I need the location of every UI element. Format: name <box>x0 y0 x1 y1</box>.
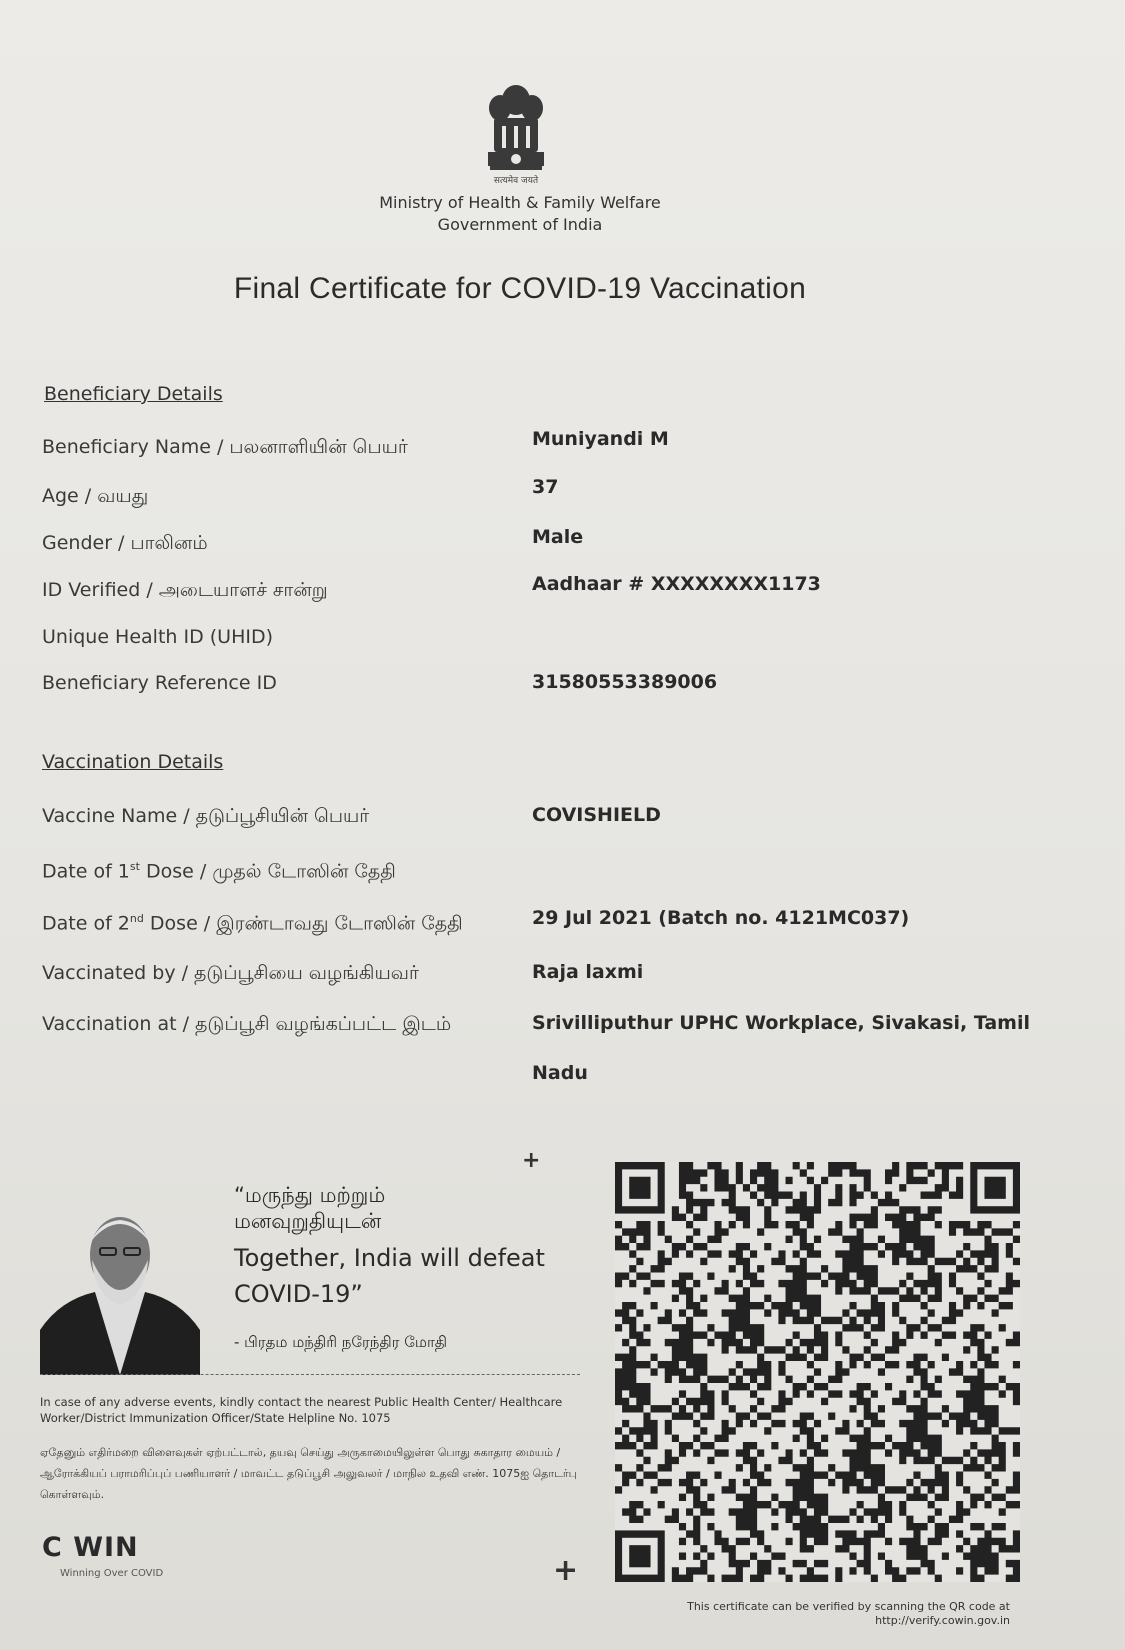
id-verified-row <box>42 573 1082 613</box>
crosshair-mark-icon: + <box>522 1148 541 1173</box>
cowin-tagline: Winning Over COVID <box>60 1568 164 1579</box>
verification-qr-code[interactable] <box>615 1162 1020 1582</box>
beneficiary-reference-value: 31580553389006 <box>532 671 718 693</box>
gender-row <box>42 526 1082 566</box>
age-row <box>42 476 1082 519</box>
national-emblem-icon <box>480 78 552 188</box>
dose1-label: Date of 1st Dose / முதல் டோஸின் தேதி <box>42 860 396 883</box>
vaccine-name-row <box>42 805 1082 839</box>
ministry-name: Ministry of Health & Family Welfare <box>379 193 661 212</box>
vaccination-section-title: Vaccination Details <box>42 751 224 773</box>
vaccinated-by-row <box>42 962 1082 996</box>
beneficiary-name-label: Beneficiary Name / பலனாளியின் பெயர் <box>42 436 408 458</box>
vaccine-name-value: COVISHIELD <box>532 804 661 826</box>
quote-attribution: - பிரதம மந்திரி நரேந்திர மோதி <box>234 1333 448 1351</box>
uhid-row <box>42 626 1082 660</box>
vaccinated-by-label: Vaccinated by / தடுப்பூசியை வழங்கியவர் <box>42 962 419 984</box>
beneficiary-reference-row <box>42 672 1082 706</box>
dose2-value: 29 Jul 2021 (Batch no. 4121MC037) <box>532 907 910 929</box>
dose1-row <box>42 860 1082 894</box>
cowin-logo: C WIN <box>42 1532 139 1563</box>
verify-note: This certificate can be verified by scanning the QR code at http://verify.cowin.gov.in <box>687 1600 1010 1627</box>
vaccinated-at-value: Srivilliputhur UPHC Workplace, Sivakasi, Tamil <box>532 1012 1030 1034</box>
adverse-events-english: In case of any adverse events, kindly contact the nearest Public Health Center/ Healthcare Worker/District Immunization Officer/State Helpline No. 1075 <box>40 1395 563 1425</box>
id-verified-label: ID Verified / அடையாளச் சான்று <box>42 579 328 601</box>
age-label: Age / வயது <box>42 485 149 507</box>
crosshair-mark-icon: + <box>553 1553 579 1588</box>
quote-english: Together, India will defeat COVID-19” <box>234 1244 545 1308</box>
beneficiary-name-value: Muniyandi M <box>532 428 669 450</box>
gender-value: Male <box>532 526 584 548</box>
dose2-label: Date of 2nd Dose / இரண்டாவது டோஸின் தேதி <box>42 912 463 935</box>
ministry-heading <box>330 192 710 236</box>
certificate-title: Final Certificate for COVID-19 Vaccination <box>233 272 807 305</box>
quote-tamil: “மருந்து மற்றும் மனவுறுதியுடன் <box>234 1183 386 1233</box>
vaccinated-at-row <box>42 1013 1082 1047</box>
vaccinated-at-value-cont: Nadu <box>532 1062 588 1084</box>
emblem-motto: सत्यमेव जयते <box>493 176 539 186</box>
age-value: 37 <box>532 476 559 498</box>
dose2-row <box>42 907 1082 946</box>
vaccine-name-label: Vaccine Name / தடுப்பூசியின் பெயர் <box>42 805 370 827</box>
vaccinated-at-label: Vaccination at / தடுப்பூசி வழங்கப்பட்ட இடம் <box>42 1013 452 1035</box>
beneficiary-section-title: Beneficiary Details <box>44 383 223 405</box>
footer-divider <box>40 1374 580 1375</box>
beneficiary-reference-label: Beneficiary Reference ID <box>42 672 277 694</box>
gender-label: Gender / பாலினம் <box>42 532 208 554</box>
beneficiary-name-row <box>42 428 1082 470</box>
id-verified-value: Aadhaar # XXXXXXXX1173 <box>532 573 821 595</box>
vaccinated-by-value: Raja laxmi <box>532 961 644 983</box>
uhid-label: Unique Health ID (UHID) <box>42 626 274 648</box>
adverse-events-tamil: ஏதேனும் எதிர்மறை விளைவுகள் ஏற்பட்டால், தயவு செய்து அருகாமையிலுள்ள பொது சுகாதார மையம் / ஆரோக்கியப் பராமரிப்புப் பணியாளர் / மாவட்ட தடுப்பூசி அலுவலர் / மாநில உதவி எண். 1075ஐ தொடர்பு கொள்ளவும். <box>40 1446 577 1501</box>
government-name: Government of India <box>437 215 603 234</box>
prime-minister-photo <box>40 1200 200 1375</box>
